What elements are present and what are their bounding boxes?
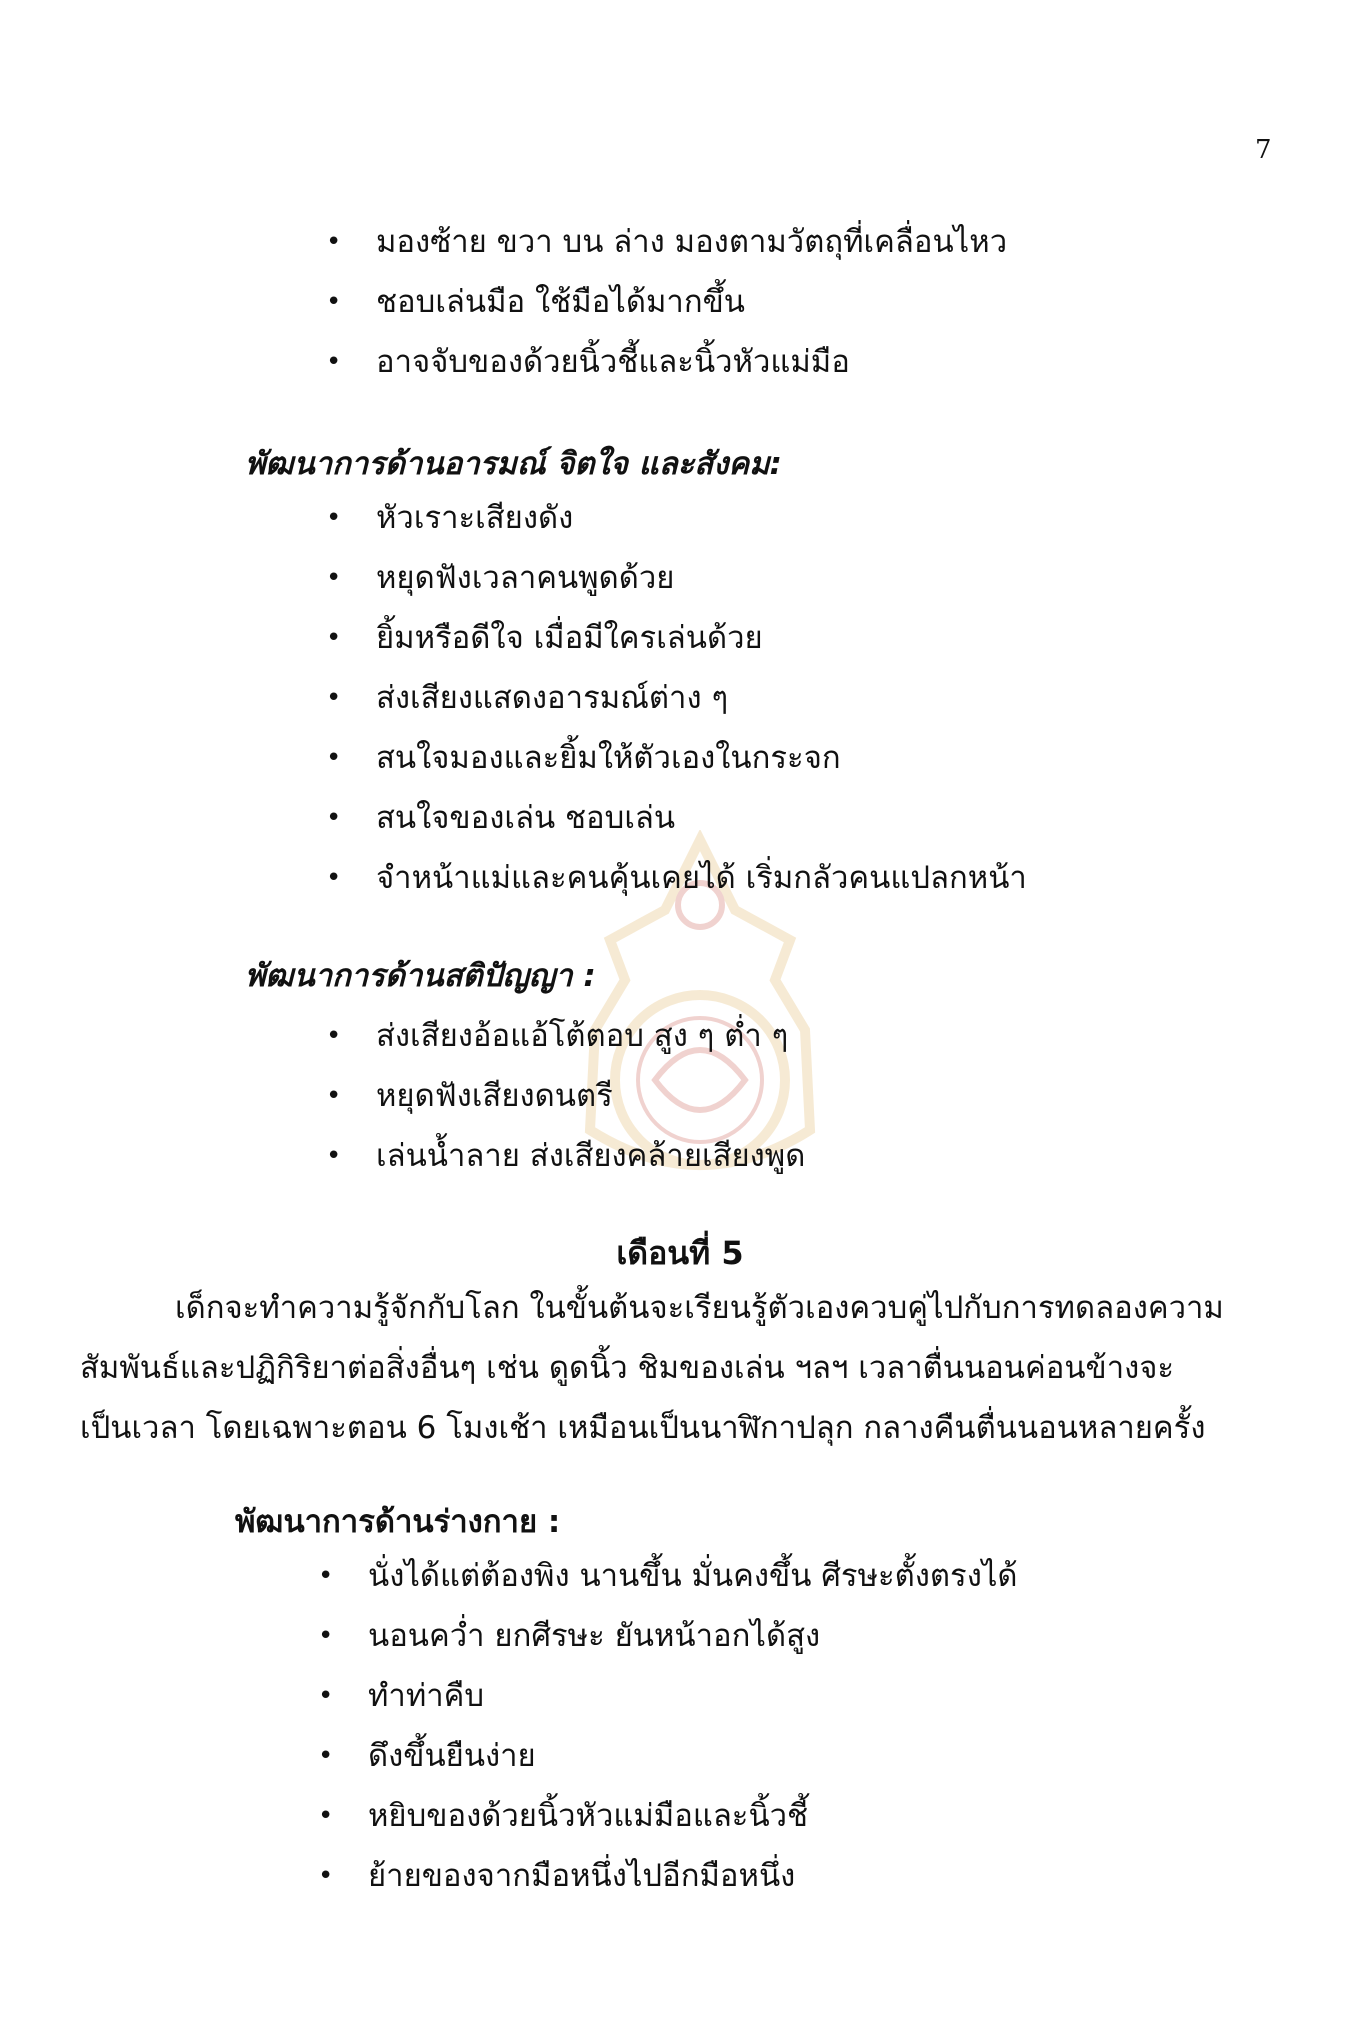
bullet-icon: • — [326, 743, 342, 773]
bullet-icon: • — [326, 347, 342, 377]
list-item: • หัวเราะเสียงดัง — [320, 488, 1027, 548]
bullet-icon: • — [326, 623, 342, 653]
bullet-icon: • — [318, 1621, 334, 1651]
list-item: • นอนคว่ำ ยกศีรษะ ยันหน้าอกได้สูง — [312, 1606, 1018, 1666]
heading-emotional: พัฒนาการด้านอารมณ์ จิตใจ และสังคม: — [245, 446, 782, 482]
list-item: • ส่งเสียงแสดงอารมณ์ต่าง ๆ — [320, 668, 1027, 728]
list-item: • นั่งได้แต่ต้องพิง นานขึ้น มั่นคงขึ้น ศีรษะตั้งตรงได้ — [312, 1546, 1018, 1606]
list-item: • หยุดฟังเวลาคนพูดด้วย — [320, 548, 1027, 608]
bullet-icon: • — [326, 227, 342, 257]
bullet-icon: • — [326, 803, 342, 833]
bullet-icon: • — [326, 683, 342, 713]
paragraph-line: เป็นเวลา โดยเฉพาะตอน 6 โมงเช้า เหมือนเป็นนาฬิกาปลุก กลางคืนตื่นนอนหลายครั้ง — [80, 1410, 1206, 1446]
heading-intellect: พัฒนาการด้านสติปัญญา : — [245, 958, 596, 994]
page-number: 7 — [1255, 135, 1272, 165]
heading-physical: พัฒนาการด้านร่างกาย : — [235, 1504, 561, 1540]
list-item: • ชอบเล่นมือ ใช้มือได้มากขึ้น — [320, 272, 1007, 332]
paragraph-line: สัมพันธ์และปฏิกิริยาต่อสิ่งอื่นๆ เช่น ดูดนิ้ว ชิมของเล่น ฯลฯ เวลาตื่นนอนค่อนข้างจะ — [80, 1350, 1175, 1386]
physical-list — [312, 1546, 1018, 1906]
intellect-list — [320, 1006, 805, 1186]
list-item: • มองซ้าย ขวา บน ล่าง มองตามวัตถุที่เคลื่อนไหว — [320, 212, 1007, 272]
bullet-icon: • — [318, 1561, 334, 1591]
bullet-icon: • — [318, 1861, 334, 1891]
list-item: • ยิ้มหรือดีใจ เมื่อมีใครเล่นด้วย — [320, 608, 1027, 668]
bullet-icon: • — [326, 1081, 342, 1111]
emotional-list — [320, 488, 1027, 908]
bullet-icon: • — [326, 863, 342, 893]
paragraph-line: เด็กจะทำความรู้จักกับโลก ในขั้นต้นจะเรียนรู้ตัวเองควบคู่ไปกับการทดลองความ — [175, 1290, 1224, 1326]
list-item: • จำหน้าแม่และคนคุ้นเคยได้ เริ่มกลัวคนแปลกหน้า — [320, 848, 1027, 908]
list-item: • สนใจของเล่น ชอบเล่น — [320, 788, 1027, 848]
list-item: • ทำท่าคืบ — [312, 1666, 1018, 1726]
list-item: • ดึงขึ้นยืนง่าย — [312, 1726, 1018, 1786]
list-item: • ส่งเสียงอ้อแอ้โต้ตอบ สูง ๆ ต่ำ ๆ — [320, 1006, 805, 1066]
list-item: • เล่นน้ำลาย ส่งเสียงคล้ายเสียงพูด — [320, 1126, 805, 1186]
bullet-icon: • — [326, 1021, 342, 1051]
bullet-icon: • — [326, 503, 342, 533]
list-item: • สนใจมองและยิ้มให้ตัวเองในกระจก — [320, 728, 1027, 788]
bullet-icon: • — [326, 563, 342, 593]
list-item: • อาจจับของด้วยนิ้วชี้และนิ้วหัวแม่มือ — [320, 332, 1007, 392]
bullet-icon: • — [326, 1141, 342, 1171]
list-item: • หยิบของด้วยนิ้วหัวแม่มือและนิ้วชี้ — [312, 1786, 1018, 1846]
motor-skills-list — [320, 212, 1007, 392]
list-item: • ย้ายของจากมือหนึ่งไปอีกมือหนึ่ง — [312, 1846, 1018, 1906]
bullet-icon: • — [318, 1801, 334, 1831]
bullet-icon: • — [318, 1741, 334, 1771]
list-item: • หยุดฟังเสียงดนตรี — [320, 1066, 805, 1126]
bullet-icon: • — [326, 287, 342, 317]
section-title: เดือนที่ 5 — [616, 1234, 744, 1272]
bullet-icon: • — [318, 1681, 334, 1711]
